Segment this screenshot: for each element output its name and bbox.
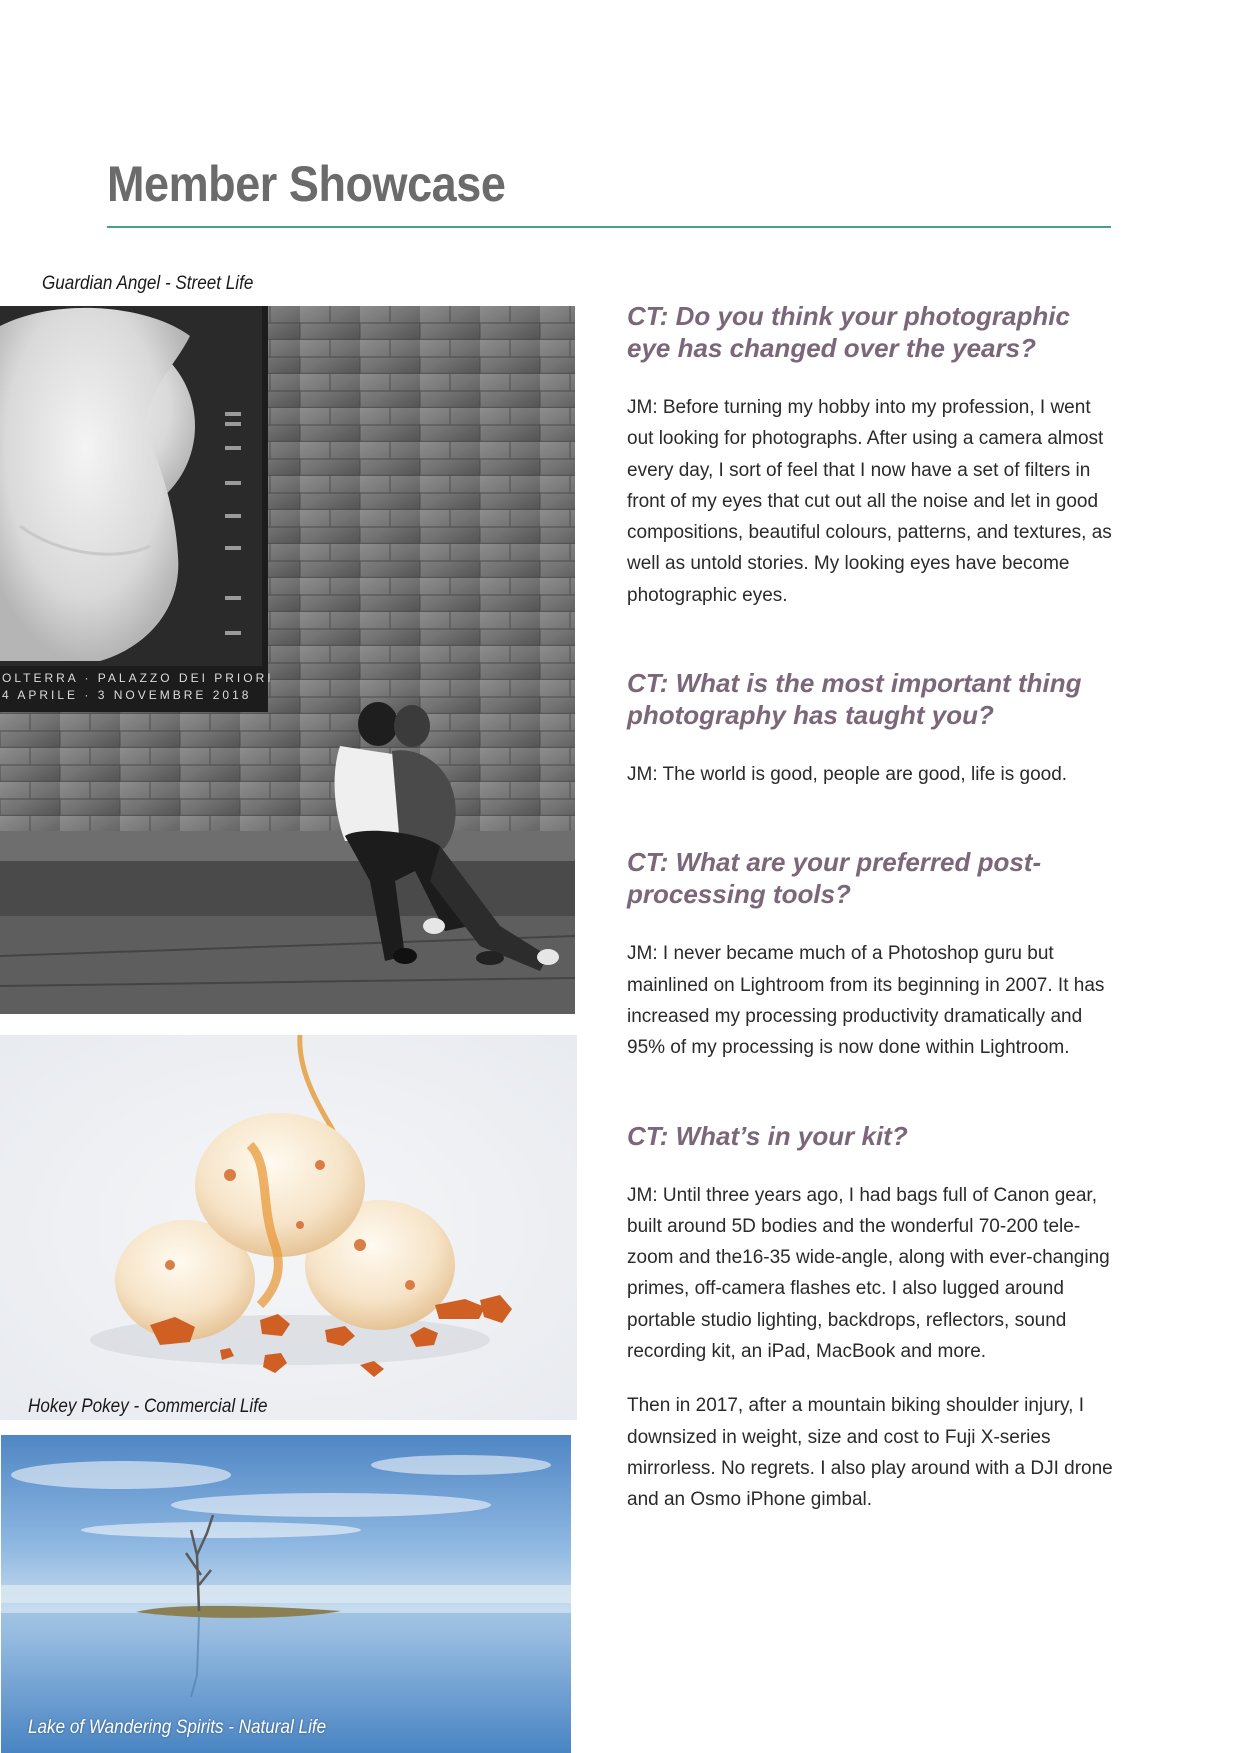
title-divider — [107, 226, 1111, 228]
poster-text-line-1: OLTERRA · PALAZZO DEI PRIORI — [2, 671, 274, 685]
page-title: Member Showcase — [107, 156, 506, 212]
answer-3: JM: I never became much of a Photoshop guru but mainlined on Lightroom from its beginning in 2007. It has increased my processing productivity dramatically and 95% of my processing is now done within Lightroom. — [627, 943, 1105, 1059]
photo-caption-natural: Lake of Wandering Spirits - Natural Life — [28, 1717, 327, 1738]
answer-1: JM: Before turning my hobby into my profession, I went out looking for photographs. After using a camera almost every day, I sort of feel that I now have a set of filters in front of my eyes that cut out all the noise and let in good compositions, beautiful colours, patterns, and textures, as well as untold stories. My looking eyes have become photographic eyes. — [627, 397, 1112, 606]
photo-natural-life — [1, 1435, 571, 1753]
answer-4: JM: Until three years ago, I had bags full of Canon gear, built around 5D bodies and the wonderful 70-200 tele-zoom and the16-35 wide-angle, along with ever-changing primes, off-camera flashes etc. I also lugged around portable studio lighting, backdrops, reflectors, sound recording kit, an iPad, MacBook and more. — [627, 1184, 1110, 1363]
question-1: CT: Do you think your photographic eye has changed over the years? — [627, 301, 1070, 363]
photo-street-life — [0, 306, 575, 1014]
photo-caption-commercial: Hokey Pokey - Commercial Life — [28, 1396, 268, 1417]
poster-text-line-2: 4 APRILE · 3 NOVEMBRE 2018 — [2, 688, 252, 702]
answer-2: JM: The world is good, people are good, life is good. — [627, 764, 1068, 786]
answer-4-continued: Then in 2017, after a mountain biking shoulder injury, I downsized in weight, size and cost to Fuji X-series mirrorless. No regrets. I also play around with a DJI drone and an Osmo iPhone gimbal. — [627, 1395, 1113, 1511]
question-3: CT: What are your preferred post-processing tools? — [627, 847, 1042, 910]
question-4: CT: What’s in your kit? — [627, 1120, 908, 1151]
question-2: CT: What is the most important thing photography has taught you? — [627, 668, 1082, 731]
photo-caption-street: Guardian Angel - Street Life — [42, 273, 254, 294]
interview-column — [627, 300, 1117, 1516]
photo-commercial-life — [0, 1035, 577, 1420]
